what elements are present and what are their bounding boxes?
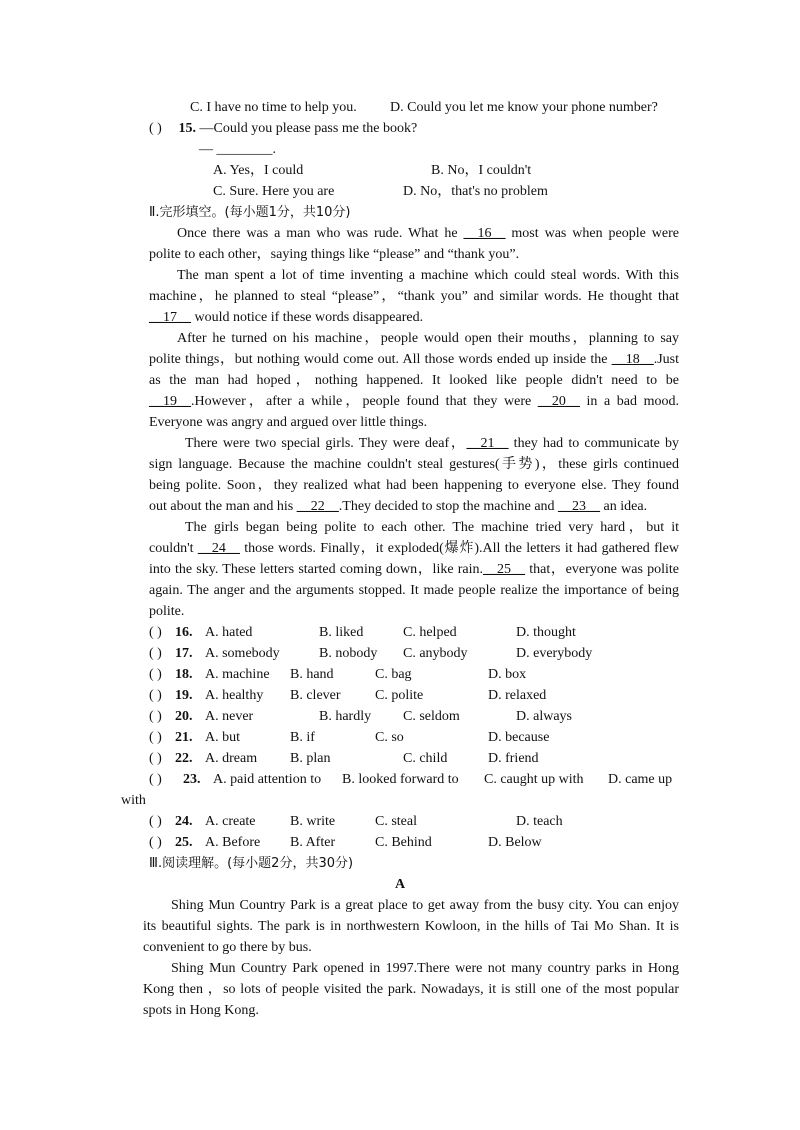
option-d: D. always <box>516 709 572 724</box>
option-d: D. thought <box>516 625 576 640</box>
option-b: B. hand <box>290 667 334 682</box>
question-number: 17. <box>175 646 193 661</box>
question-number: 19. <box>175 688 193 703</box>
cloze-line: polite. <box>149 604 185 619</box>
cloze-line: After he turned on his machine，people would open their mouths，planning to say <box>177 331 679 346</box>
option-c: C. helped <box>403 625 457 640</box>
blank-24: __24__ <box>197 541 240 556</box>
question-number: 20. <box>175 709 193 724</box>
option-a: A. never <box>205 709 254 724</box>
option-c: C. child <box>403 751 448 766</box>
option-c: C. steal <box>375 814 417 829</box>
answer-paren[interactable]: ( ) <box>149 625 162 640</box>
blank-22: __22__ <box>296 499 339 514</box>
option-c: C. polite <box>375 688 424 703</box>
option-b: B. clever <box>290 688 341 703</box>
option-d: D. friend <box>488 751 539 766</box>
cloze-line: again. The anger and the arguments stopped. It made people realize the importance of being <box>149 583 679 598</box>
question-number: 24. <box>175 814 193 829</box>
q14-option-d: D. Could you let me know your phone number? <box>390 100 658 115</box>
reading-line: Shing Mun Country Park opened in 1997.There were not many country parks in Hong <box>171 961 679 976</box>
blank-20: __20__ <box>537 394 580 409</box>
blank-21: __21__ <box>466 436 509 451</box>
blank-18: __18__ <box>611 352 654 367</box>
blank-16: __16__ <box>463 226 506 241</box>
cloze-line: polite to each other，saying things like “please” and “thank you”. <box>149 247 520 262</box>
question-number: 15. <box>178 121 196 136</box>
answer-paren[interactable]: ( ) <box>149 646 162 661</box>
option-a: A. create <box>205 814 256 829</box>
reading-line: Shing Mun Country Park is a great place to get away from the busy city. You can enjoy <box>171 898 679 913</box>
blank-17: __17__ <box>149 310 191 325</box>
option-b: B. if <box>290 730 315 745</box>
cloze-line: polite things，but nothing would come out. All those words ended up inside the __18__.Just <box>149 352 679 367</box>
cloze-line: __19__.However，after a while，people found that they were __20__ in a bad mood. <box>149 394 679 409</box>
cloze-line: The man spent a lot of time inventing a machine which could steal words. With this <box>177 268 679 283</box>
option-c: C. seldom <box>403 709 460 724</box>
cloze-line: sign language. Because the machine couldn't steal gestures(手势)，these girls continued <box>149 457 679 472</box>
option-a: A. dream <box>205 751 258 766</box>
option-a: A. but <box>205 730 240 745</box>
answer-paren[interactable]: ( ) <box>149 814 162 829</box>
passage-heading: A <box>394 877 406 892</box>
q15-prompt: —Could you please pass me the book? <box>199 121 418 136</box>
q15-option-a: A. Yes，I could <box>213 163 304 178</box>
option-a: A. somebody <box>205 646 280 661</box>
option-a: A. healthy <box>205 688 264 703</box>
blank-19: __19__ <box>149 394 191 409</box>
blank-25: __25__ <box>483 562 526 577</box>
answer-paren[interactable]: ( ) <box>149 688 162 703</box>
cloze-line: __17__ would notice if these words disappeared. <box>149 310 424 325</box>
option-d: D. relaxed <box>488 688 547 703</box>
option-d: D. everybody <box>516 646 593 661</box>
option-b: B. looked forward to <box>342 772 459 787</box>
question-number: 18. <box>175 667 193 682</box>
option-b: B. hardly <box>319 709 372 724</box>
section-2-title: Ⅱ.完形填空。(每小题1分，共10分) <box>149 205 351 220</box>
section-3-title: Ⅲ.阅读理解。(每小题2分，共30分) <box>149 856 354 871</box>
cloze-line: into the sky. These letters started coming down，like rain.__25__ that，everyone was polite <box>149 562 680 577</box>
answer-paren[interactable]: ( ) <box>149 772 162 787</box>
question-number: 25. <box>175 835 193 850</box>
q14-option-c: C. I have no time to help you. <box>190 100 357 115</box>
cloze-line: out about the man and his __22__.They decided to stop the machine and __23__ an idea. <box>149 499 648 514</box>
option-a: A. Before <box>205 835 261 850</box>
option-c: C. so <box>375 730 404 745</box>
question-number: 22. <box>175 751 193 766</box>
cloze-line: being polite. Soon，they realized what had been happening to everyone else. They found <box>149 478 679 493</box>
cloze-line: as the man had hoped，nothing happened. It looked like people didn't need to be <box>149 373 679 388</box>
blank-23: __23__ <box>558 499 601 514</box>
option-a: A. paid attention to <box>213 772 322 787</box>
option-c: C. bag <box>375 667 412 682</box>
cloze-line: Everyone was angry and argued over little things. <box>149 415 428 430</box>
question-number: 16. <box>175 625 193 640</box>
cloze-line: couldn't __24__ those words. Finally，it exploded(爆炸).All the letters it had gathered flew <box>149 541 680 556</box>
q15-option-b: B. No，I couldn't <box>431 163 532 178</box>
q15-option-d: D. No，that's no problem <box>403 184 548 199</box>
option-a: A. hated <box>205 625 253 640</box>
option-d: D. Below <box>488 835 542 850</box>
option-b: B. After <box>290 835 336 850</box>
option-b: B. liked <box>319 625 364 640</box>
option-c: C. anybody <box>403 646 468 661</box>
option-b: B. write <box>290 814 336 829</box>
cloze-line: The girls began being polite to each other. The machine tried very hard，but it <box>185 520 679 535</box>
option-d: D. came up <box>608 772 673 787</box>
reading-line: convenient to go there by bus. <box>143 940 312 955</box>
option-b: B. nobody <box>319 646 378 661</box>
reading-line: its beautiful sights. The park is in northwestern Kowloon, in the hills of Tai Mo Shan. It is <box>143 919 679 934</box>
q15-reply: — ________. <box>199 142 276 157</box>
answer-paren[interactable]: ( ) <box>149 751 162 766</box>
answer-paren[interactable]: ( ) <box>149 709 162 724</box>
answer-paren[interactable]: ( ) <box>149 667 162 682</box>
cloze-line: machine，he planned to steal “please”，“thank you” and similar words. He thought that <box>149 289 679 304</box>
question-number: 23. <box>183 772 201 787</box>
option-a: A. machine <box>205 667 270 682</box>
cloze-line: Once there was a man who was rude. What he __16__ most was when people were <box>177 226 679 241</box>
q15-stem <box>149 120 417 138</box>
reading-line: Kong then ，so lots of people visited the park. Nowadays, it is still one of the most popular <box>143 982 679 997</box>
answer-paren[interactable]: ( ) <box>149 121 162 136</box>
option-d: D. box <box>488 667 527 682</box>
question-number: 21. <box>175 730 193 745</box>
option-c: C. Behind <box>375 835 432 850</box>
option-d: D. because <box>488 730 550 745</box>
option-b: B. plan <box>290 751 331 766</box>
q15-option-c: C. Sure. Here you are <box>213 184 335 199</box>
answer-paren[interactable]: ( ) <box>149 835 162 850</box>
option-d-wrap: with <box>121 793 146 808</box>
cloze-line: There were two special girls. They were deaf，__21__ they had to communicate by <box>185 436 680 451</box>
option-c: C. caught up with <box>484 772 584 787</box>
answer-paren[interactable]: ( ) <box>149 730 162 745</box>
reading-line: spots in Hong Kong. <box>143 1003 259 1018</box>
option-d: D. teach <box>516 814 563 829</box>
